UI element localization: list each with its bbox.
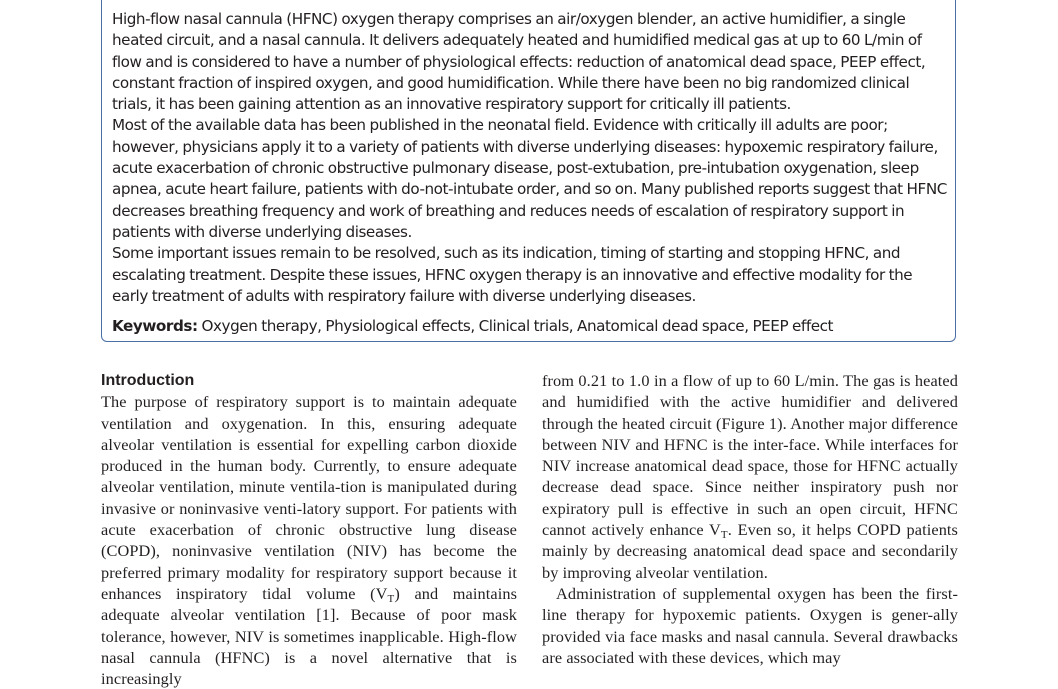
right-paragraph-1 xyxy=(542,370,958,583)
right-column xyxy=(542,370,958,668)
intro-p1-text-a: The purpose of respiratory support is to maintain adequate ventilation and oxygenation. In this, ensuring adequate alveolar ventilation is essential for expelling carbon dioxide produced in the human body. Currently, to ensure adequate alveolar ventilation, minute ventila-tion is manipulated during invasive or noninvasive venti-latory support. For patients with acute exacerbation of chronic obstructive lung disease (COPD), noninvasive ventilation (NIV) has become the preferred primary modality for respiratory support because it enhances inspiratory tidal volume (V xyxy=(101,392,517,603)
abstract-paragraph-2: Most of the available data has been published in the neonatal field. Evidence with critically ill adults are poor; however, physicians apply it to a variety of patients with diverse underlying diseases: hypoxemic respiratory failure, acute exacerbation of chronic obstructive pulmonary disease, post-extubation, pre-intubation oxygenation, sleep apnea, acute heart failure, patients with do-not-intubate order, and so on. Many published reports suggest that HFNC decreases breathing frequency and work of breathing and reduces needs of escalation of respiratory support in patients with diverse underlying diseases. xyxy=(112,116,947,241)
right-paragraph-2: Administration of supplemental oxygen has been the first-line therapy for hypoxemic patients. Oxygen is gener-ally provided via face masks and nasal cannula. Several drawbacks are associated with these devices, which may xyxy=(542,583,958,667)
keywords-value: Oxygen therapy, Physiological effects, Clinical trials, Anatomical dead space, PEEP effect xyxy=(201,317,834,335)
abstract-paragraph-3: Some important issues remain to be resolved, such as its indication, timing of starting and stopping HFNC, and escalating treatment. Despite these issues, HFNC oxygen therapy is an innovative and effective modality for the early treatment of adults with respiratory failure with diverse underlying diseases. xyxy=(112,244,913,305)
subscript-t: T xyxy=(387,592,395,605)
keywords xyxy=(112,316,947,337)
intro-paragraph-1 xyxy=(101,391,517,689)
left-column xyxy=(101,370,517,689)
abstract-paragraph-1: High-flow nasal cannula (HFNC) oxygen therapy comprises an air/oxygen blender, an active humidifier, a single heated circuit, and a nasal cannula. It delivers adequately heated and humidified medical gas at up to 60 L/min of flow and is considered to have a number of physiological effects: reduction of anatomical dead space, PEEP effect, constant fraction of inspired oxygen, and good humidification. While there have been no big randomized clinical trials, it has been gaining attention as an innovative respiratory support for critically ill patients. xyxy=(112,10,926,114)
right-p1-text-b: . Even so, it helps COPD patients mainly by decreasing anatomical dead space and secondarily by improving alveolar ventilation. xyxy=(542,520,958,582)
keywords-label: Keywords: xyxy=(112,317,198,335)
subscript-t: T xyxy=(720,529,728,542)
section-heading-introduction: Introduction xyxy=(101,372,195,389)
right-p1-text-a: from 0.21 to 1.0 in a flow of up to 60 L/min. The gas is heated and humidified with the active humidifier and delivered through the heated circuit (Figure 1). Another major difference between NIV and HFNC is the inter-face. While interfaces for NIV increase anatomical dead space, those for HFNC actually decrease dead space. Since neither inspiratory push nor expiratory pull is effective in such an open circuit, HFNC cannot actively enhance V xyxy=(542,371,958,540)
intro-p1-text-b: ) and maintains adequate alveolar ventilation [1]. Because of poor mask tolerance, however, NIV is sometimes inapplicable. High-flow nasal cannula (HFNC) is a novel alternative that is increasingly xyxy=(101,583,517,689)
abstract-text xyxy=(112,9,947,307)
